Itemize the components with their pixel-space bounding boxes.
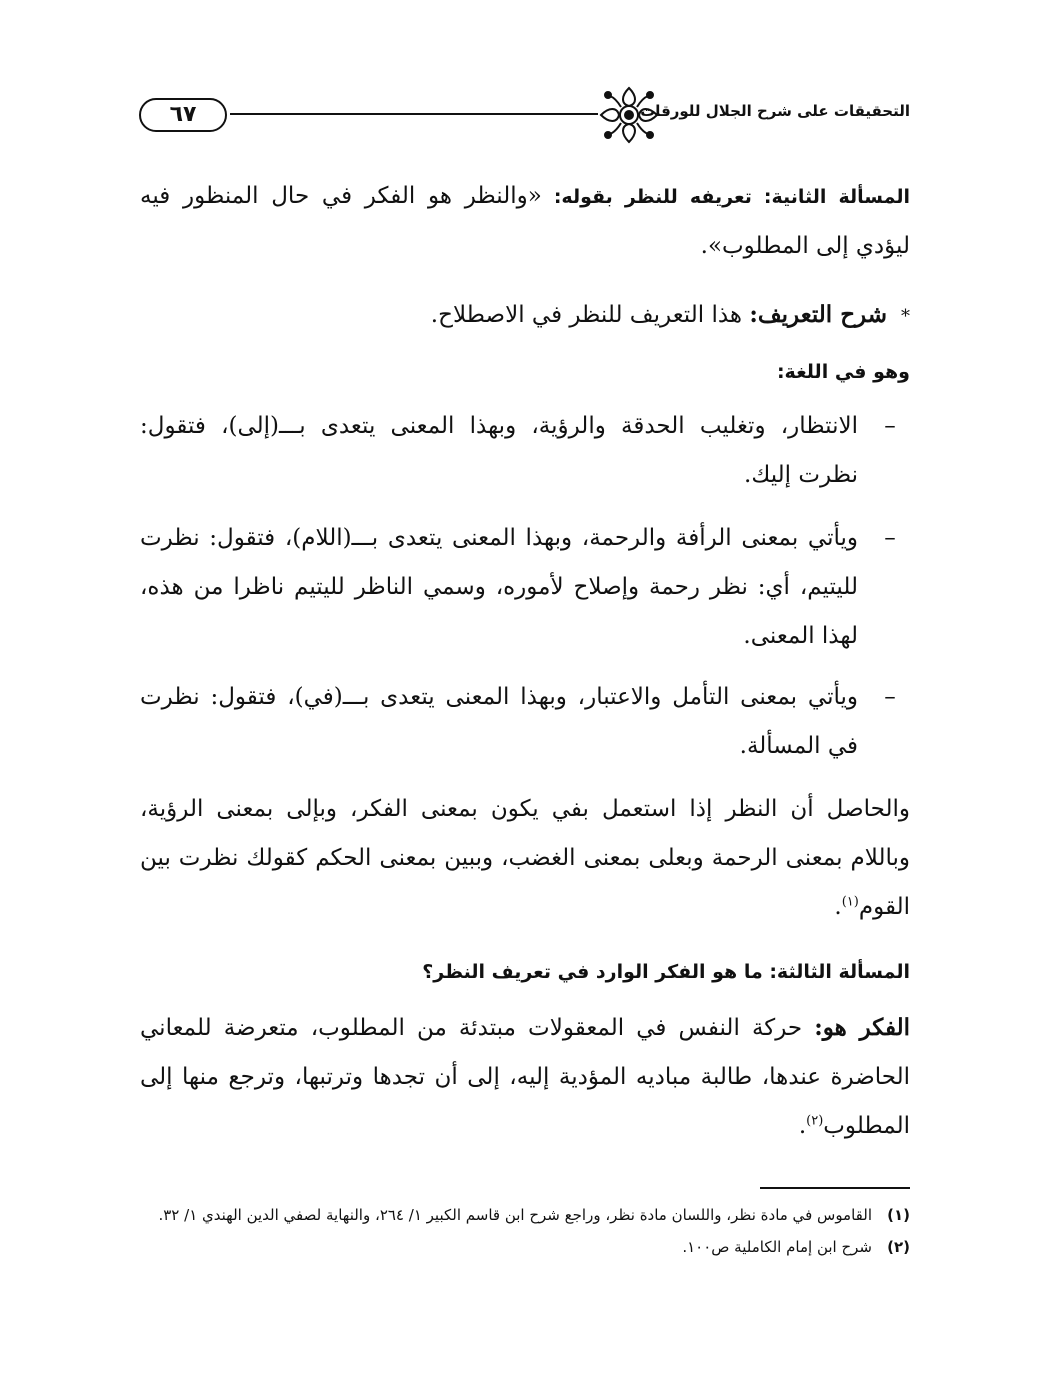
header-rule xyxy=(230,113,598,115)
issue-three-heading: المسألة الثالثة: ما هو الفكر الوارد في تعريف النظر؟ xyxy=(422,961,910,983)
fikr-paragraph xyxy=(140,1003,910,1151)
page-header xyxy=(135,82,910,148)
running-title: التحقيقات على شرح الجلال للورقات xyxy=(640,102,910,120)
dash-bullet: – xyxy=(884,684,896,710)
footnote-text: القاموس في مادة نظر، واللسان مادة نظر، وراجع شرح ابن قاسم الكبير ١/ ٢٦٤، والنهاية لصفي الدين الهندي ١/ ٣٢. xyxy=(158,1206,872,1224)
footnote-number: (٢) xyxy=(887,1238,910,1256)
issue-two-heading: المسألة الثانية: تعريفه للنظر بقوله: xyxy=(541,186,910,208)
footnote-text: شرح ابن إمام الكاملية ص١٠٠. xyxy=(682,1238,872,1256)
summary-text: والحاصل أن النظر إذا استعمل بفي يكون بمعنى الفكر، وبإلى بمعنى الرؤية، وباللام بمعنى الرحمة وبعلى بمعنى الغضب، وببين بمعنى الحكم كقولك نظرت بين القوم xyxy=(140,796,910,920)
list-item-text: الانتظار، وتغليب الحدقة والرؤية، وبهذا المعنى يتعدى بـــ(إلى)، فتقول: نظرت إليك. xyxy=(140,413,858,488)
definition-explanation xyxy=(140,290,910,341)
list-item xyxy=(140,514,910,661)
list-item-text: ويأتي بمعنى الرأفة والرحمة، وبهذا المعنى يتعدى بـــ(اللام)، فتقول: نظرت لليتيم، أي: نظر رحمة وإصلاح لأموره، وسمي الناظر لليتيم ناظرا من هذه، لهذا المعنى. xyxy=(140,525,858,649)
fikr-label: الفكر هو: xyxy=(814,1014,911,1041)
summary-paragraph xyxy=(140,785,910,932)
dash-bullet: – xyxy=(884,525,896,551)
summary-end: . xyxy=(834,894,842,920)
footnote-separator xyxy=(760,1187,910,1189)
list-item-text: ويأتي بمعنى التأمل والاعتبار، وبهذا المعنى يتعدى بـــ(في)، فتقول: نظرت في المسألة. xyxy=(140,684,858,759)
linguistic-heading: وهو في اللغة: xyxy=(776,361,910,383)
list-item xyxy=(140,402,910,500)
fikr-text: حركة النفس في المعقولات مبتدئة من المطلوب، متعرضة للمعاني الحاضرة عندها، طالبة مباديه المؤدية إليه، إلى أن تجدها وترتبها، وترجع منها إلى المطلوب xyxy=(140,1015,910,1139)
footnotes xyxy=(140,1199,910,1263)
footnote-2 xyxy=(140,1231,910,1263)
fikr-end: . xyxy=(798,1113,807,1139)
page-number: ٦٧ xyxy=(139,98,227,132)
issue-three-heading-block xyxy=(140,947,910,997)
footnote-1 xyxy=(140,1199,910,1231)
explanation-label: شرح التعريف: xyxy=(749,301,887,328)
linguistic-heading-block xyxy=(140,347,910,397)
footnote-number: (١) xyxy=(887,1206,910,1224)
explanation-text: هذا التعريف للنظر في الاصطلاح. xyxy=(430,302,750,328)
dash-bullet: – xyxy=(884,413,896,439)
footnote-ref-1[interactable]: (١) xyxy=(841,894,859,910)
floral-ornament-icon xyxy=(595,86,663,144)
paragraph-nazar-definition xyxy=(140,172,910,271)
list-item xyxy=(140,673,910,771)
asterisk-icon: * xyxy=(901,306,910,327)
footnote-ref-2[interactable]: (٢) xyxy=(806,1113,824,1129)
definition-quote: «والنظر هو الفكر في حال المنظور فيه ليؤدي إلى المطلوب». xyxy=(140,183,910,259)
